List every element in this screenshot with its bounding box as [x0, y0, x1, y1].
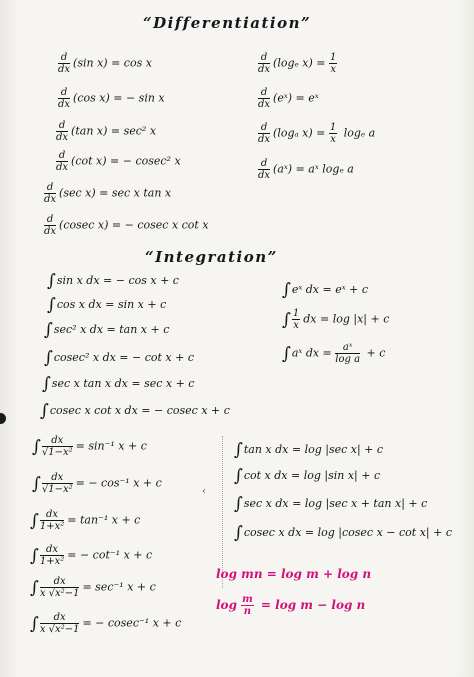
integral-sign: ∫: [30, 613, 39, 634]
integral-result: dx = log |x| + c: [303, 312, 390, 326]
integral-sign: ∫: [30, 545, 39, 566]
integral-rule: [234, 466, 381, 486]
integral-expression: cos x dx = sin x + c: [56, 298, 167, 311]
fraction-denominator: 1+x²: [39, 521, 65, 532]
derivative-operator: [258, 87, 270, 110]
integral-sign: ∫: [282, 343, 291, 364]
integral-sign: ∫: [47, 271, 56, 291]
integral-sign: ∫: [44, 348, 53, 368]
integral-expression: aˣ dx =: [291, 346, 336, 360]
integral-rule: [44, 348, 195, 368]
integral-rule: [32, 435, 147, 458]
integral-result: = − cos⁻¹ x + c: [75, 476, 162, 490]
integral-rule: [234, 494, 428, 514]
integrand-fraction: [42, 435, 73, 458]
fraction-denominator: √1−x²: [41, 484, 73, 495]
derivative-rule: [44, 214, 209, 237]
fraction-numerator: d: [44, 182, 56, 194]
derivative-operator: [258, 158, 270, 181]
integral-rule: [234, 440, 384, 460]
integral-sign: ∫: [32, 473, 41, 494]
fraction-denominator: dx: [258, 99, 271, 110]
integral-sign: ∫: [234, 440, 243, 460]
fraction-denominator: dx: [44, 226, 57, 237]
integral-result: = tan⁻¹ x + c: [67, 513, 141, 527]
fraction-numerator: dx: [40, 544, 64, 556]
fraction-numerator: dx: [42, 435, 73, 447]
fraction-denominator: dx: [56, 162, 69, 173]
derivative-expression: (cos x) = − sin x: [73, 91, 165, 105]
integral-rule: [282, 342, 385, 365]
dotted-divider: [222, 436, 223, 588]
integral-sign: ∫: [42, 374, 51, 394]
integral-rule: [30, 612, 181, 635]
integral-sign: ∫: [234, 494, 243, 514]
differentiation-title: “Differentiation”: [143, 14, 312, 32]
integral-result: + c: [363, 346, 386, 360]
integral-expression: sec² x dx = tan x + c: [53, 323, 170, 336]
integral-sign: ∫: [40, 401, 49, 421]
fraction-numerator: d: [58, 87, 70, 99]
fraction-numerator: dx: [40, 612, 80, 624]
fraction-numerator: d: [58, 52, 70, 64]
integral-sign: ∫: [44, 320, 53, 340]
log-rule-text: log mn = log m + log n: [216, 567, 372, 581]
integral-expression: eˣ dx = eˣ + c: [291, 283, 369, 296]
fraction-numerator: 1: [329, 122, 337, 133]
derivative-rule: [56, 120, 156, 143]
integral-rule: [40, 401, 230, 421]
integral-sign: ∫: [30, 510, 39, 531]
log-rule: [216, 594, 365, 617]
fraction-numerator: d: [56, 150, 68, 162]
fraction-numerator: d: [44, 214, 56, 226]
integral-result: = sin⁻¹ x + c: [75, 439, 147, 453]
derivative-operator: [258, 122, 270, 145]
fraction-denominator: x √x²−1: [39, 624, 80, 635]
derivative-rule: [258, 52, 340, 75]
integral-result: = sec⁻¹ x + c: [82, 580, 156, 594]
integral-expression: cosec x dx = log |cosec x − cot x| + c: [243, 526, 452, 539]
integral-fraction: [292, 308, 300, 331]
derivative-expression: (logₐ x) =: [273, 126, 329, 140]
log-fraction: [241, 594, 254, 617]
result-fraction: [329, 52, 337, 75]
integral-rule: [47, 295, 167, 315]
integral-expression: tan x dx = log |sec x| + c: [243, 443, 384, 456]
integral-result: = − cot⁻¹ x + c: [67, 548, 153, 562]
derivative-tail: logₑ a: [340, 126, 376, 140]
integral-expression: sin x dx = − cos x + c: [56, 274, 179, 287]
integral-sign: ∫: [234, 466, 243, 486]
integrand-fraction: [42, 472, 73, 495]
derivative-expression: (logₑ x) =: [273, 56, 329, 70]
fraction-denominator: x √x²−1: [39, 588, 80, 599]
fraction-numerator: m: [242, 594, 253, 605]
integrand-fraction: [40, 544, 64, 567]
integral-sign: ∫: [282, 280, 291, 300]
derivative-rule: [258, 87, 319, 110]
integrand-fraction: [40, 576, 80, 599]
integral-rule: [282, 308, 389, 331]
derivative-expression: (tan x) = sec² x: [71, 124, 157, 138]
fraction-denominator: dx: [44, 194, 57, 205]
fraction-denominator: dx: [58, 64, 71, 75]
integral-rule: [30, 509, 140, 532]
fraction-denominator: dx: [56, 132, 69, 143]
integral-sign: ∫: [47, 295, 56, 315]
margin-mark: ‹: [202, 486, 206, 497]
fraction-numerator: d: [258, 158, 270, 170]
fraction-denominator: dx: [258, 170, 271, 181]
integral-expression: cot x dx = log |sin x| + c: [243, 469, 381, 482]
integral-rule: [234, 523, 452, 543]
derivative-operator: [56, 120, 68, 143]
log-rule-text: = log m − log n: [256, 598, 366, 612]
derivative-expression: (sec x) = sec x tan x: [59, 186, 172, 200]
fraction-denominator: dx: [258, 134, 271, 145]
fraction-numerator: 1: [292, 308, 300, 319]
derivative-operator: [58, 52, 70, 75]
integral-sign: ∫: [282, 309, 291, 330]
log-rule: [216, 568, 371, 580]
fraction-numerator: dx: [40, 576, 80, 588]
integral-rule: [42, 374, 195, 394]
derivative-rule: [58, 52, 152, 75]
integral-sign: ∫: [234, 523, 243, 543]
fraction-denominator: log a: [335, 354, 361, 365]
integral-expression: cosec x cot x dx = − cosec x + c: [49, 404, 230, 417]
integral-result: = − cosec⁻¹ x + c: [82, 616, 182, 630]
fraction-numerator: d: [56, 120, 68, 132]
derivative-rule: [258, 158, 354, 181]
derivative-expression: (aˣ) = aˣ logₑ a: [273, 162, 354, 176]
fraction-denominator: dx: [58, 99, 71, 110]
derivative-expression: (eˣ) = eˣ: [273, 91, 319, 105]
derivative-rule: [44, 182, 171, 205]
derivative-operator: [44, 182, 56, 205]
fraction-denominator: n: [243, 606, 252, 617]
integral-sign: ∫: [30, 577, 39, 598]
integral-rule: [47, 271, 179, 291]
integral-expression: sec x dx = log |sec x + tan x| + c: [243, 497, 428, 510]
fraction-numerator: 1: [329, 52, 337, 63]
derivative-expression: (cosec x) = − cosec x cot x: [59, 218, 209, 232]
integral-rule: [30, 576, 156, 599]
derivative-expression: (cot x) = − cosec² x: [71, 154, 181, 168]
integral-rule: [44, 320, 170, 340]
derivative-operator: [44, 214, 56, 237]
integrand-fraction: [40, 612, 80, 635]
fraction-denominator: dx: [258, 64, 271, 75]
integral-sign: ∫: [32, 436, 41, 457]
integral-expression: cosec² x dx = − cot x + c: [53, 351, 195, 364]
fraction-denominator: x: [330, 64, 336, 75]
fraction-numerator: dx: [42, 472, 73, 484]
derivative-operator: [258, 52, 270, 75]
fraction-denominator: 1+x²: [39, 556, 65, 567]
integral-expression: sec x tan x dx = sec x + c: [51, 377, 195, 390]
fraction-numerator: d: [258, 87, 270, 99]
derivative-operator: [56, 150, 68, 173]
derivative-operator: [58, 87, 70, 110]
integration-title: “Integration”: [145, 248, 278, 266]
fraction-numerator: aˣ: [335, 342, 360, 354]
fraction-denominator: x: [293, 320, 299, 331]
log-rule-prefix: log: [216, 598, 242, 612]
fraction-denominator: x: [330, 134, 336, 145]
fraction-numerator: dx: [40, 509, 64, 521]
integral-fraction: [335, 342, 360, 365]
integrand-fraction: [40, 509, 64, 532]
fraction-numerator: d: [258, 122, 270, 134]
result-fraction: [329, 122, 337, 145]
derivative-expression: (sin x) = cos x: [73, 56, 152, 70]
derivative-rule: [58, 87, 165, 110]
integral-rule: [32, 472, 162, 495]
derivative-rule: [56, 150, 181, 173]
derivative-rule: [258, 122, 375, 145]
integral-rule: [30, 544, 152, 567]
fraction-numerator: d: [258, 52, 270, 64]
integral-rule: [282, 280, 369, 300]
fraction-denominator: √1−x²: [41, 447, 73, 458]
